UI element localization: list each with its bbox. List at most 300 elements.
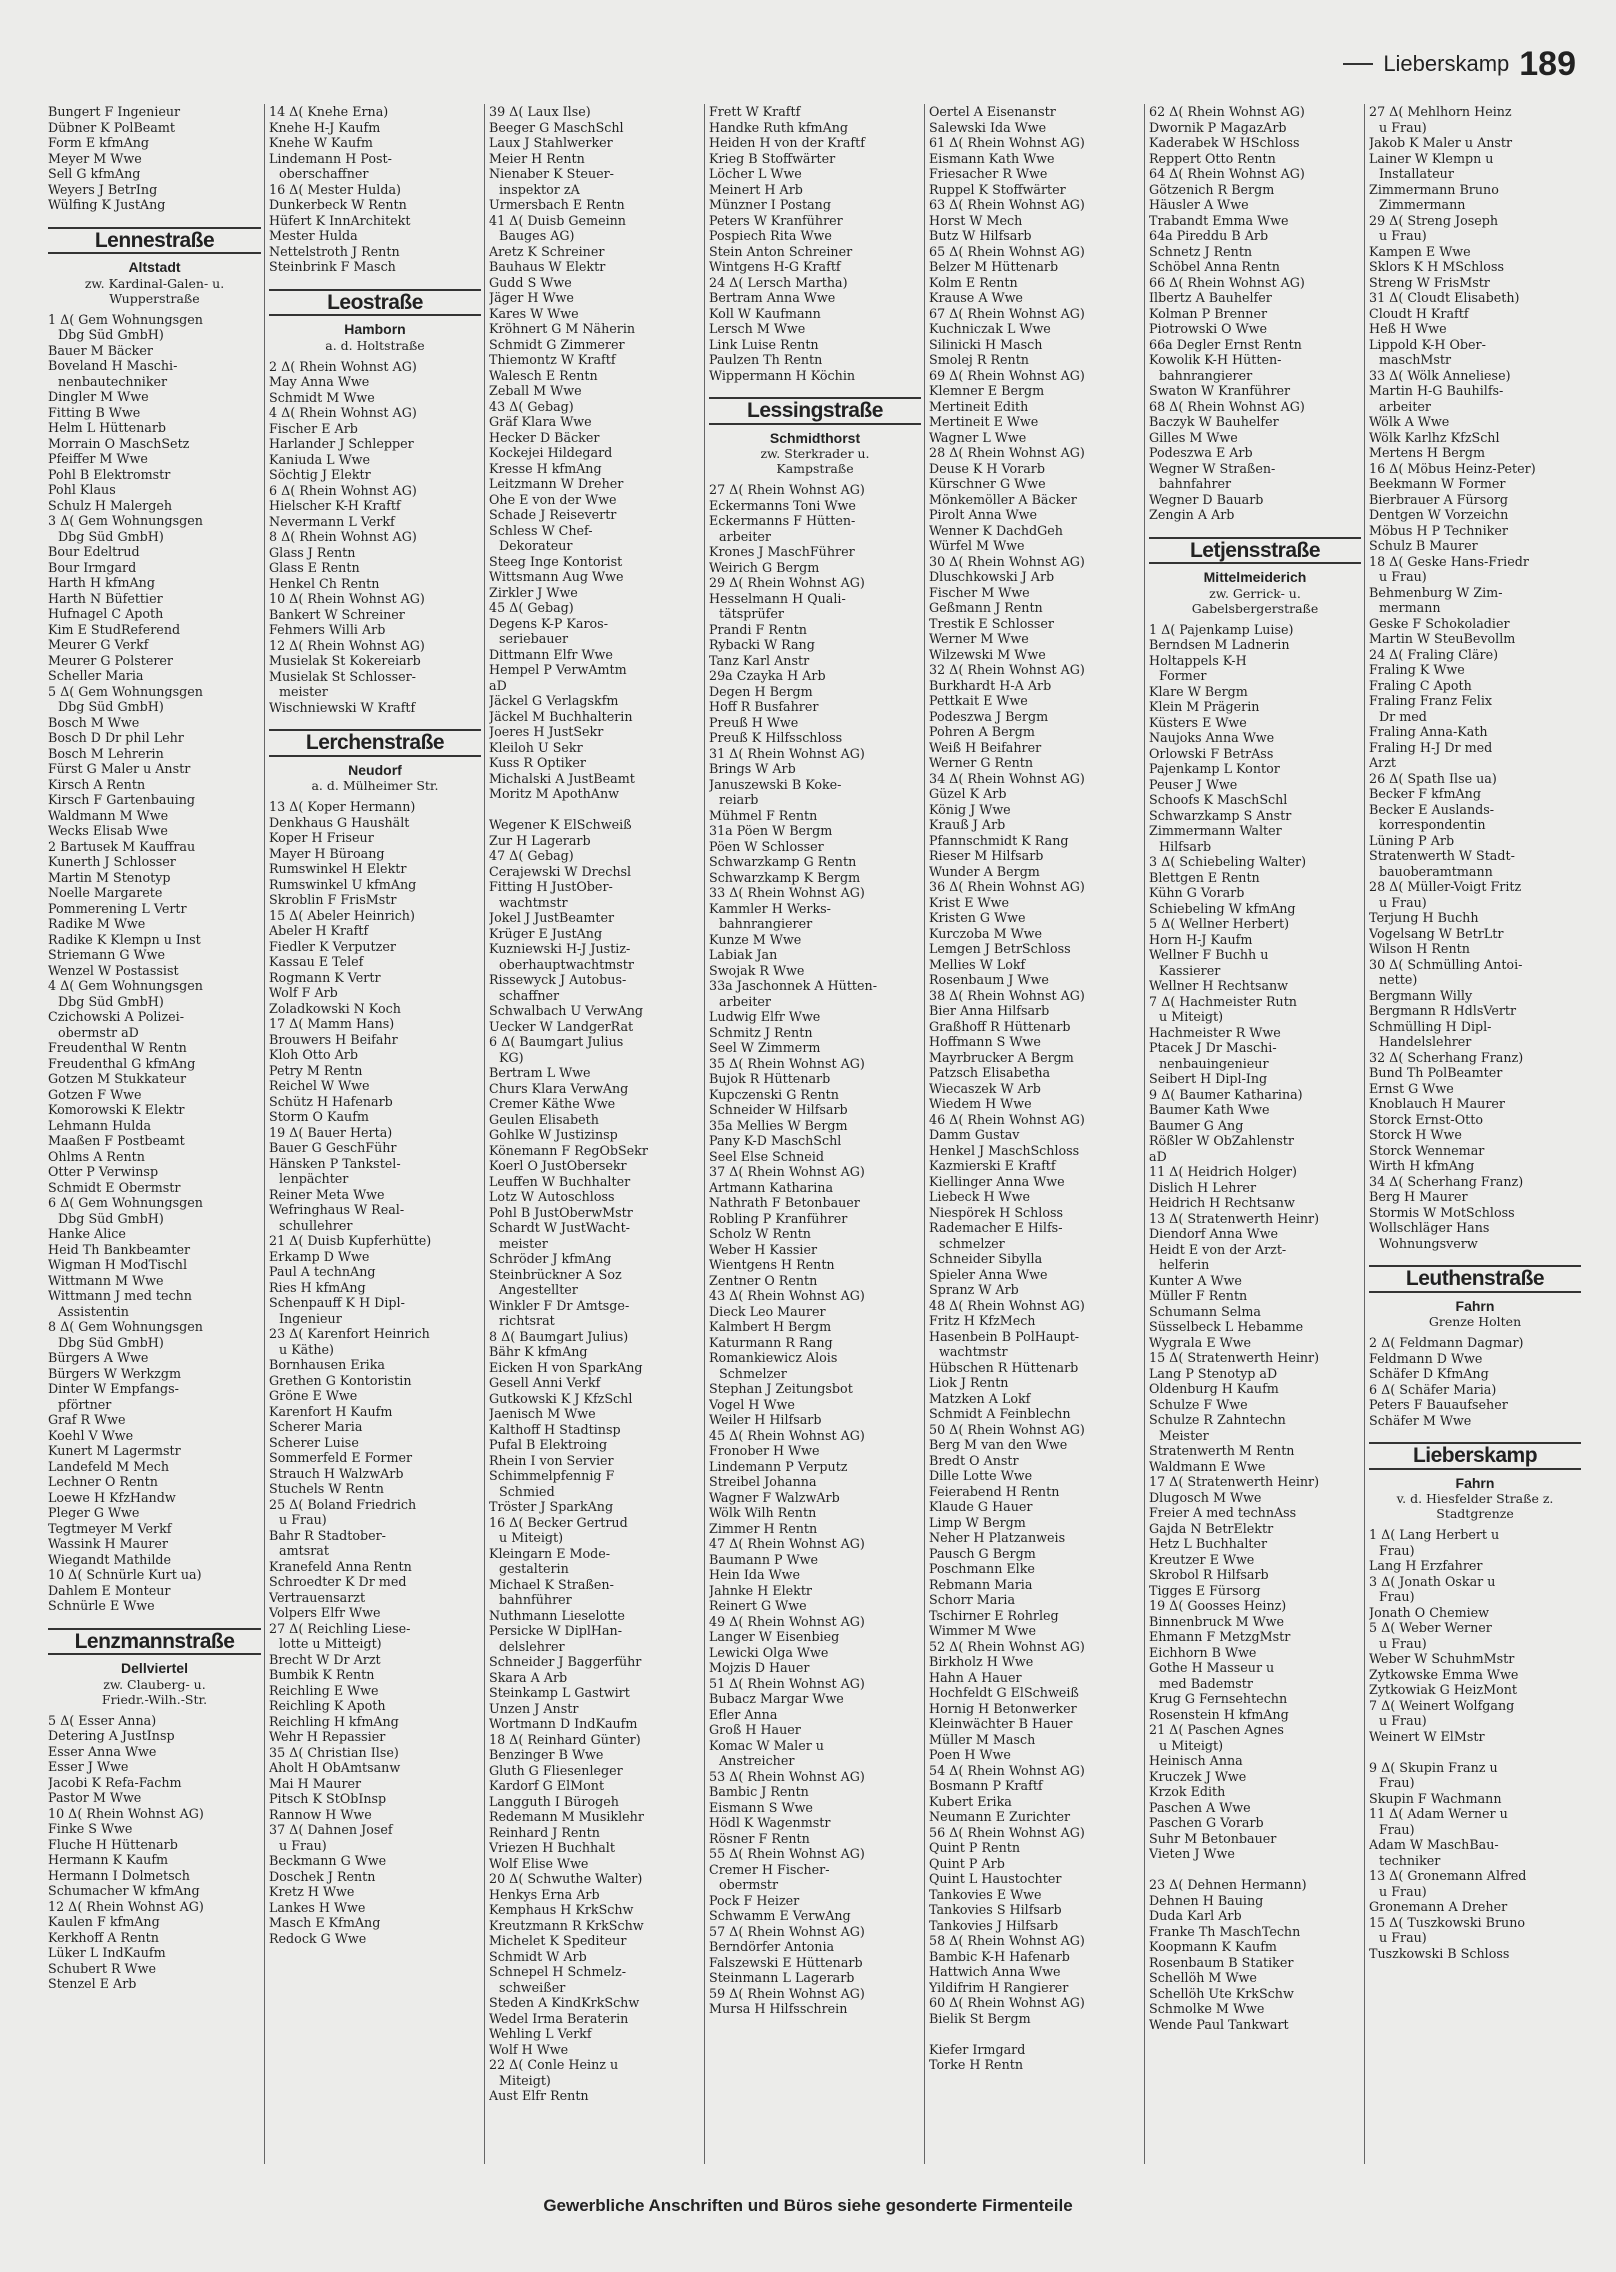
resident-entry: Schneider Sibylla (929, 1251, 1043, 1266)
header-rule (1343, 63, 1373, 65)
resident-entry: schullehrer (279, 1217, 353, 1233)
resident-entry: Naujoks Anna Wwe (1149, 730, 1275, 745)
resident-entry: Handelslehrer (1379, 1034, 1472, 1049)
resident-entry: Schmolke M Wwe (1149, 2001, 1265, 2016)
resident-entry: Kassau E Telef (269, 954, 364, 969)
resident-entry: Jokel J JustBeamter (489, 910, 615, 925)
resident-entry: 27 Δ( Mehlhorn Heinz (1369, 104, 1512, 119)
resident-entry: Güzel K Arb (929, 786, 1007, 801)
resident-entry: Preuß K Hilfsschloss (709, 730, 843, 745)
resident-entry: Hetz L Buchhalter (1149, 1536, 1268, 1551)
resident-entry: Münzner I Postang (709, 197, 831, 212)
resident-entry: Kares W Wwe (489, 305, 579, 321)
resident-entry: Mertineit E Wwe (929, 414, 1039, 429)
resident-entry: 57 Δ( Rhein Wohnst AG) (709, 1923, 865, 1939)
resident-entry: 23 Δ( Dehnen Hermann) (1149, 1877, 1307, 1892)
resident-entry: Tigges E Fürsorg (1149, 1582, 1261, 1598)
resident-entry: Lüker L IndKaufm (48, 1945, 166, 1960)
resident-entry: Schwalbach U VerwAng (489, 1003, 644, 1018)
resident-entry: Fiedler K Verputzer (269, 938, 396, 954)
resident-entry: 15 Δ( Tuszkowski Bruno (1369, 1914, 1525, 1930)
resident-entry: Dinter W Empfangs- (48, 1381, 179, 1396)
resident-entry: Vogelsang W BetrLtr (1369, 925, 1504, 941)
resident-entry: Beekmann W Former (1369, 476, 1506, 491)
district-name: Schmidthorst (769, 429, 861, 446)
resident-entry: Martin M Stenotyp (48, 869, 171, 885)
resident-entry: Küsters E Wwe (1149, 714, 1247, 730)
resident-entry: Pohl B JustOberwMstr (489, 1204, 633, 1220)
resident-entry: 13 Δ( Koper Hermann) (269, 799, 416, 814)
resident-entry: Neher H Platzanweis (929, 1530, 1066, 1545)
resident-entry: Löcher L Wwe (709, 166, 802, 181)
resident-entry: 1 Δ( Lang Herbert u (1369, 1527, 1500, 1542)
resident-entry: Knehe H-J Kaufm (269, 119, 381, 135)
street-section-heading (269, 289, 481, 353)
resident-entry: Fehmers Willi Arb (269, 622, 386, 637)
resident-entry: u Frau) (1379, 119, 1427, 135)
resident-entry: Nettelstroth J Rentn (269, 243, 400, 259)
resident-entry: Skrobol R Hilfsarb (1149, 1567, 1269, 1582)
resident-entry: 28 Δ( Müller-Voigt Fritz (1369, 879, 1522, 894)
resident-entry: Hufnagel C Apoth (48, 606, 164, 621)
resident-entry: 36 Δ( Rhein Wohnst AG) (929, 879, 1085, 894)
resident-entry: König J Wwe (929, 801, 1011, 817)
street-name: Leuthenstraße (1369, 1265, 1581, 1293)
resident-entry: Lang P Stenotyp aD (1149, 1365, 1278, 1381)
resident-entry: Dittmann Elfr Wwe (489, 646, 613, 662)
resident-entry: Koehl V Wwe (48, 1427, 134, 1443)
resident-entry: Meyer M Wwe (48, 150, 142, 166)
resident-entry: lenpächter (279, 1171, 349, 1186)
resident-entry: Kupczenski G Rentn (709, 1086, 839, 1102)
resident-entry: May Anna Wwe (269, 374, 370, 389)
resident-entry: Bubacz Margar Wwe (709, 1691, 844, 1706)
resident-entry: Bungert F Ingenieur (48, 104, 181, 119)
resident-entry: arbeiter (719, 993, 771, 1009)
resident-entry: 63 Δ( Rhein Wohnst AG) (929, 197, 1085, 212)
resident-entry: Gohlke W Justizinsp (489, 1127, 618, 1142)
resident-entry: Pock F Heizer (709, 1892, 800, 1908)
resident-entry: Wenzel W Postassist (48, 962, 179, 978)
resident-entry: Paulzen Th Rentn (709, 352, 823, 367)
resident-entry: 5 Δ( Esser Anna) (48, 1712, 157, 1728)
resident-entry: 21 Δ( Paschen Agnes (1149, 1722, 1284, 1737)
resident-entry: Schless W Chef- (489, 522, 593, 538)
street-name: Lerchenstraße (269, 729, 481, 757)
resident-entry: Ilbertz A Bauhelfer (1149, 290, 1272, 305)
resident-entry: 61 Δ( Rhein Wohnst AG) (929, 135, 1085, 150)
resident-entry: Mertineit Edith (929, 398, 1029, 414)
street-section-heading (709, 397, 921, 476)
resident-entry: Mönkemöller A Bäcker (929, 491, 1077, 507)
resident-entry: Schnetz J Rentn (1149, 243, 1253, 259)
resident-entry: Wagner L Wwe (929, 429, 1027, 445)
resident-entry: Lang H Erzfahrer (1369, 1558, 1483, 1573)
resident-entry: Zeball M Wwe (489, 383, 582, 398)
resident-entry: Ohlms A Rentn (48, 1148, 145, 1164)
resident-entry: Gotzen M Stukkateur (48, 1071, 187, 1086)
resident-entry: Radike M Wwe (48, 916, 146, 931)
resident-entry: Terjung H Buchh (1369, 910, 1479, 925)
resident-entry: 33a Jaschonnek A Hütten- (709, 978, 877, 993)
resident-entry: Lindemann H Post- (269, 150, 392, 166)
resident-entry: Stenzel E Arb (48, 1976, 137, 1991)
page-number: 189 (1519, 44, 1576, 83)
resident-entry: Schulze R Zahntechn (1149, 1412, 1286, 1427)
resident-entry: helferin (1159, 1257, 1210, 1272)
resident-entry: Schroedter K Dr med (269, 1574, 407, 1589)
resident-entry: Anstreicher (719, 1753, 795, 1768)
resident-entry: Hoff R Busfahrer (709, 699, 819, 714)
resident-entry: Kreutzmann R KrkSchw (489, 1917, 644, 1933)
resident-entry: Otter P Verwinsp (48, 1164, 159, 1179)
resident-entry: Jacobi K Refa-Fachm (48, 1774, 182, 1790)
resident-entry: Deuse K H Vorarb (929, 460, 1045, 476)
street-location-note: a. d. Mülheimer Str. (311, 778, 439, 793)
resident-entry: Heidrich H Rechtsanw (1149, 1195, 1295, 1210)
resident-entry: Tuszkowski B Schloss (1369, 1945, 1510, 1961)
resident-entry: 21 Δ( Duisb Kupferhütte) (269, 1233, 432, 1248)
resident-entry: Fronober H Wwe (709, 1443, 820, 1458)
street-name: Lenzmannstraße (48, 1628, 261, 1656)
street-location-note: zw. Sterkrader u. (760, 446, 870, 461)
resident-entry: Pitsch K StObInsp (269, 1791, 387, 1806)
resident-entry: 62 Δ( Rhein Wohnst AG) (1149, 104, 1305, 119)
directory-column (1364, 104, 1584, 2164)
street-name: Lessingstraße (709, 397, 921, 425)
resident-entry: Tanz Karl Anstr (709, 652, 810, 668)
resident-entry: Rybacki W Rang (709, 637, 815, 652)
resident-entry: Schmidt A Feinblechn (929, 1406, 1071, 1421)
resident-entry: Würfel M Wwe (929, 538, 1025, 553)
resident-entry: Süsselbeck L Hebamme (1149, 1319, 1304, 1334)
resident-entry: Eicken H von SparkAng (489, 1359, 643, 1375)
resident-entry: 30 Δ( Schmülling Antoi- (1369, 956, 1523, 972)
street-section-heading (1149, 537, 1361, 616)
resident-entry: 27 Δ( Reichling Liese- (269, 1620, 411, 1636)
resident-entry: 37 Δ( Rhein Wohnst AG) (709, 1164, 865, 1179)
resident-entry: 15 Δ( Abeler Heinrich) (269, 907, 415, 923)
resident-entry: Kim E StudReferend (48, 621, 181, 637)
resident-entry: delslehrer (499, 1638, 565, 1654)
resident-entry: Prandi F Rentn (709, 621, 807, 637)
resident-entry: Kolm E Rentn (929, 274, 1018, 290)
resident-entry: tätsprüfer (719, 606, 784, 621)
resident-entry: Zur H Lagerarb (489, 832, 591, 848)
resident-entry: Wagner F WalzwArb (709, 1489, 840, 1505)
resident-entry: Wientgens H Rentn (709, 1257, 835, 1272)
resident-entry: Wegner W Straßen- (1149, 460, 1276, 476)
resident-entry: Freudenthal G kfmAng (48, 1055, 196, 1071)
directory-column (44, 104, 264, 2164)
resident-entry: Wefringhaus W Real- (269, 1202, 405, 1217)
resident-entry: Zimmermann (1379, 197, 1466, 212)
resident-entry: 33 Δ( Rhein Wohnst AG) (709, 885, 865, 900)
resident-entry: 20 Δ( Schwuthe Walter) (489, 1871, 643, 1886)
resident-entry: Kleiloh U Sekr (489, 739, 583, 755)
resident-entry: 25 Δ( Boland Friedrich (269, 1496, 417, 1512)
resident-entry: Kubert Erika (929, 1793, 1012, 1809)
resident-entry: Doschek J Rentn (269, 1868, 376, 1884)
resident-entry: Hein Ida Wwe (709, 1567, 800, 1582)
resident-entry: Schröder J kfmAng (489, 1251, 612, 1266)
resident-entry: Bauhaus W Elektr (489, 259, 606, 274)
resident-entry: Becker F kfmAng (1369, 786, 1481, 801)
resident-entry: Wischniewski W Kraftf (269, 699, 416, 715)
resident-entry: Feierabend H Rentn (929, 1483, 1060, 1499)
resident-entry: Dluschkowski J Arb (929, 569, 1055, 584)
resident-entry: 58 Δ( Rhein Wohnst AG) (929, 1933, 1085, 1948)
resident-entry: Kresse H kfmAng (489, 460, 602, 476)
resident-entry: Klemner E Bergm (929, 383, 1045, 398)
resident-entry: Kaniuda L Wwe (269, 451, 371, 467)
resident-entry: 10 Δ( Rhein Wohnst AG) (48, 1805, 204, 1821)
resident-entry: Wittmann J med techn (48, 1288, 192, 1303)
resident-entry: Dbg Süd GmbH) (58, 699, 164, 714)
resident-entry: Bumbik K Rentn (269, 1667, 375, 1682)
resident-entry: Masch E KfmAng (269, 1915, 381, 1930)
resident-entry: Friesacher R Wwe (929, 166, 1048, 181)
resident-entry: Wedel Irma Beraterin (489, 2010, 629, 2026)
resident-entry: Seel W Zimmerm (709, 1040, 821, 1055)
resident-entry: Wolf H Wwe (489, 2041, 569, 2057)
page-footer: Gewerbliche Anschriften und Büros siehe gesonderte Firmenteile (543, 2196, 1073, 2215)
resident-entry: Wehr H Repassier (269, 1729, 386, 1744)
resident-entry: 34 Δ( Scherhang Franz) (1369, 1173, 1524, 1189)
resident-entry: Vertrauensarzt (269, 1589, 366, 1605)
resident-entry: Pommerening L Vertr (48, 900, 187, 916)
resident-entry (1369, 1744, 1581, 1760)
resident-entry: Stephan J Zeitungsbot (709, 1381, 853, 1396)
resident-entry: Harth N Büfettier (48, 590, 163, 606)
resident-entry: 12 Δ( Rhein Wohnst AG) (48, 1898, 204, 1914)
resident-entry: u Käthe) (279, 1341, 334, 1357)
resident-entry: Fluche H Hüttenarb (48, 1836, 178, 1852)
resident-entry: Lainer W Klempn u (1369, 150, 1494, 166)
resident-entry: Wehling L Verkf (489, 2026, 592, 2041)
resident-entry: Falszewski E Hüttenarb (709, 1954, 863, 1970)
resident-entry: Steinbrink F Masch (269, 259, 396, 274)
resident-entry: Schmied (499, 1483, 555, 1499)
resident-entry: Zoladkowski N Koch (269, 1000, 401, 1016)
resident-entry: Bauges AG) (499, 228, 575, 243)
resident-entry: 19 Δ( Bauer Herta) (269, 1124, 393, 1140)
resident-entry: Kardorf G ElMont (489, 1778, 605, 1793)
resident-entry: Poschmann Elke (929, 1561, 1035, 1576)
resident-entry: Krones J MaschFührer (709, 544, 855, 559)
resident-entry: Striemann G Wwe (48, 947, 165, 962)
resident-entry: 47 Δ( Gebag) (489, 848, 574, 863)
resident-entry: Schiebeling W kfmAng (1149, 900, 1296, 916)
resident-entry: Wellner H Rechtsanw (1149, 978, 1289, 993)
resident-entry: Werner G Rentn (929, 755, 1034, 770)
resident-entry: Rößler W ObZahlenstr (1149, 1133, 1294, 1148)
resident-entry: Hoffmann S Wwe (929, 1034, 1041, 1049)
resident-entry: 31a Pöen W Bergm (709, 823, 833, 838)
resident-entry: 69 Δ( Rhein Wohnst AG) (929, 367, 1085, 383)
resident-entry: Karenfort H Kaufm (269, 1403, 393, 1419)
resident-entry: Lindemann P Verputz (709, 1458, 848, 1474)
resident-entry: Söchtig J Elektr (269, 467, 371, 482)
resident-entry: Wittsmann Aug Wwe (489, 569, 624, 584)
resident-entry: 49 Δ( Rhein Wohnst AG) (709, 1613, 865, 1629)
resident-entry: Beckmann G Wwe (269, 1853, 387, 1868)
resident-entry: Leitzmann W Dreher (489, 476, 624, 491)
resident-entry: Bürgers W Werkzgm (48, 1365, 181, 1381)
resident-entry: nenbautechniker (58, 373, 168, 389)
resident-entry: Eismann S Wwe (709, 1799, 813, 1815)
resident-entry: mermann (1379, 600, 1441, 615)
resident-entry: seriebauer (499, 631, 569, 646)
resident-entry: Kühn G Vorarb (1149, 885, 1245, 900)
resident-entry: Schwarzkamp G Rentn (709, 854, 857, 869)
resident-entry: Geske F Schokoladier (1369, 615, 1510, 631)
resident-entry: 26 Δ( Spath Ilse ua) (1369, 770, 1497, 786)
resident-entry: Wassink H Maurer (48, 1536, 168, 1551)
resident-entry: Trabandt Emma Wwe (1149, 212, 1289, 228)
resident-entry: Skara A Arb (489, 1669, 568, 1685)
resident-entry: gestalterin (499, 1561, 569, 1576)
resident-entry: Kreutzer E Wwe (1149, 1551, 1255, 1567)
resident-entry: Steinmann L Lagerarb (709, 1970, 855, 1985)
resident-entry: Kemphaus H KrkSchw (489, 1902, 634, 1917)
resident-entry: Eckermanns Toni Wwe (709, 497, 856, 513)
resident-entry: Ohe E von der Wwe (489, 491, 617, 507)
resident-entry: Frau) (1379, 1542, 1415, 1558)
street-location-note: zw. Gerrick- u. (1209, 585, 1301, 601)
running-head-street: Lieberskamp (1383, 51, 1510, 76)
resident-entry: oberhauptwachtmstr (499, 956, 634, 972)
resident-entry: Wilson H Rentn (1369, 941, 1470, 956)
resident-entry: Reiner Meta Wwe (269, 1186, 385, 1202)
resident-entry: Pirolt Anna Wwe (929, 507, 1037, 522)
resident-entry: Michalski A JustBeamt (489, 770, 635, 786)
street-name: Letjensstraße (1149, 537, 1361, 565)
resident-entry: Rissewyck J Autobus- (489, 972, 627, 987)
resident-entry: bahnführer (499, 1592, 572, 1607)
resident-entry: Götzenich R Bergm (1149, 181, 1275, 197)
resident-entry: Schmidt E Obermstr (48, 1179, 181, 1195)
resident-entry: Schöbel Anna Rentn (1149, 259, 1280, 274)
resident-entry: Bour Irmgard (48, 559, 137, 575)
resident-entry: Brings W Arb (709, 761, 796, 776)
resident-entry: Artmann Katharina (709, 1179, 834, 1195)
resident-entry: Stratenwerth M Rentn (1149, 1443, 1295, 1458)
resident-entry: Diendorf Anna Wwe (1149, 1226, 1278, 1241)
resident-entry: Schubert R Wwe (48, 1960, 156, 1976)
resident-entry: Michael K Straßen- (489, 1576, 614, 1592)
resident-entry: Berndörfer Antonia (709, 1939, 835, 1954)
resident-entry: schmelzer (939, 1235, 1005, 1251)
resident-entry: Lotz W Autoschloss (489, 1189, 615, 1204)
resident-entry: Gothe H Masseur u (1149, 1660, 1275, 1675)
resident-entry: Belzer M Hüttenarb (929, 259, 1059, 274)
resident-entry: Orlowski F BetrAss (1149, 745, 1274, 761)
resident-entry: 19 Δ( Goosses Heinz) (1149, 1598, 1287, 1613)
resident-entry: 29 Δ( Rhein Wohnst AG) (709, 575, 865, 590)
resident-entry: Baumer Kath Wwe (1149, 1102, 1270, 1117)
resident-entry: 53 Δ( Rhein Wohnst AG) (709, 1768, 865, 1784)
resident-entry: Dekorateur (499, 538, 573, 553)
resident-entry: 32 Δ( Rhein Wohnst AG) (929, 662, 1085, 677)
resident-entry: Schimmelpfennig F (489, 1468, 615, 1483)
resident-entry: Romankiewicz Alois (709, 1350, 838, 1365)
resident-entry: Tegtmeyer M Verkf (48, 1520, 172, 1536)
resident-entry: Churs Klara VerwAng (489, 1080, 629, 1096)
resident-entry: Wunder A Bergm (929, 863, 1040, 879)
resident-entry: Weiler H Hilfsarb (709, 1412, 822, 1427)
resident-entry: aD (1149, 1148, 1167, 1164)
resident-entry: Finke S Wwe (48, 1821, 133, 1836)
resident-entry: 8 Δ( Rhein Wohnst AG) (269, 529, 417, 544)
directory-column (704, 104, 924, 2164)
resident-entry: Wirth H kfmAng (1369, 1158, 1475, 1173)
resident-entry: Dille Lotte Wwe (929, 1468, 1033, 1483)
resident-entry: Geulen Elisabeth (489, 1111, 599, 1127)
resident-entry: Brecht W Dr Arzt (269, 1651, 381, 1667)
resident-entry: Pufal B Elektroing (489, 1437, 608, 1452)
resident-entry: bauoberamtmann (1379, 863, 1493, 879)
resident-entry: Glass E Rentn (269, 560, 360, 575)
resident-entry: 51 Δ( Rhein Wohnst AG) (709, 1675, 865, 1691)
resident-entry: 8 Δ( Gem Wohnungsgen (48, 1319, 203, 1334)
resident-entry: Rebmann Maria (929, 1576, 1033, 1592)
resident-entry: Thiemontz W Kraftf (489, 352, 616, 367)
resident-entry: Kirsch A Rentn (48, 776, 146, 792)
resident-entry: Fürst G Maler u Anstr (48, 761, 191, 776)
resident-entry: Ptacek J Dr Maschi- (1149, 1040, 1277, 1055)
resident-entry: Schumacher W kfmAng (48, 1883, 200, 1898)
resident-entry: Häusler A Wwe (1149, 197, 1249, 212)
resident-entry: Joeres H JustSekr (489, 724, 604, 739)
resident-entry: wachtmstr (939, 1344, 1008, 1359)
resident-entry: Mertens H Bergm (1369, 445, 1486, 460)
resident-entry: Burkhardt H-A Arb (929, 677, 1052, 693)
resident-entry: Horst W Mech (929, 212, 1023, 228)
resident-entry: 1 Δ( Gem Wohnungsgen (48, 311, 203, 327)
resident-entry: 9 Δ( Skupin Franz u (1369, 1759, 1498, 1775)
resident-entry: Duda Karl Arb (1149, 1908, 1242, 1923)
resident-entry: Schmidt G Zimmerer (489, 336, 625, 352)
resident-entry: Hödl K Wagenmstr (709, 1815, 831, 1830)
resident-entry: Poen H Wwe (929, 1747, 1011, 1762)
resident-entry: Skupin F Wachmann (1369, 1790, 1502, 1806)
resident-entry: Meinert H Arb (709, 181, 803, 197)
resident-entry: Beeger G MaschSchl (489, 119, 624, 135)
resident-entry: 56 Δ( Rhein Wohnst AG) (929, 1824, 1085, 1840)
resident-entry: Ingenieur (279, 1310, 342, 1326)
resident-entry: Sell G kfmAng (48, 166, 141, 181)
resident-entry: 18 Δ( Reinhard Günter) (489, 1731, 641, 1747)
resident-entry: Harlander J Schlepper (269, 436, 414, 451)
resident-entry: Schade J Reisevertr (489, 507, 617, 522)
resident-entry: Koper H Friseur (269, 830, 374, 845)
resident-entry: Radike K Klempn u Inst (48, 931, 201, 947)
resident-entry: Bergmann Willy (1369, 987, 1473, 1003)
resident-entry: Wellner F Buchh u (1149, 947, 1269, 962)
directory-column (924, 104, 1144, 2164)
resident-entry: Gluth G Fliesenleger (489, 1762, 623, 1778)
resident-entry: Freudenthal W Rentn (48, 1040, 187, 1055)
resident-entry: Lippold K-H Ober- (1369, 336, 1486, 352)
resident-entry: 2 Bartusek M Kauffrau (48, 838, 196, 854)
resident-entry: Pfeiffer M Wwe (48, 451, 148, 466)
resident-entry: Komac W Maler u (709, 1737, 824, 1753)
resident-entry: Reichling K Apoth (269, 1698, 386, 1713)
resident-entry: Bauer G GeschFühr (269, 1140, 397, 1155)
resident-entry: Urmersbach E Rentn (489, 197, 625, 212)
resident-entry: Kammler H Werks- (709, 900, 831, 916)
